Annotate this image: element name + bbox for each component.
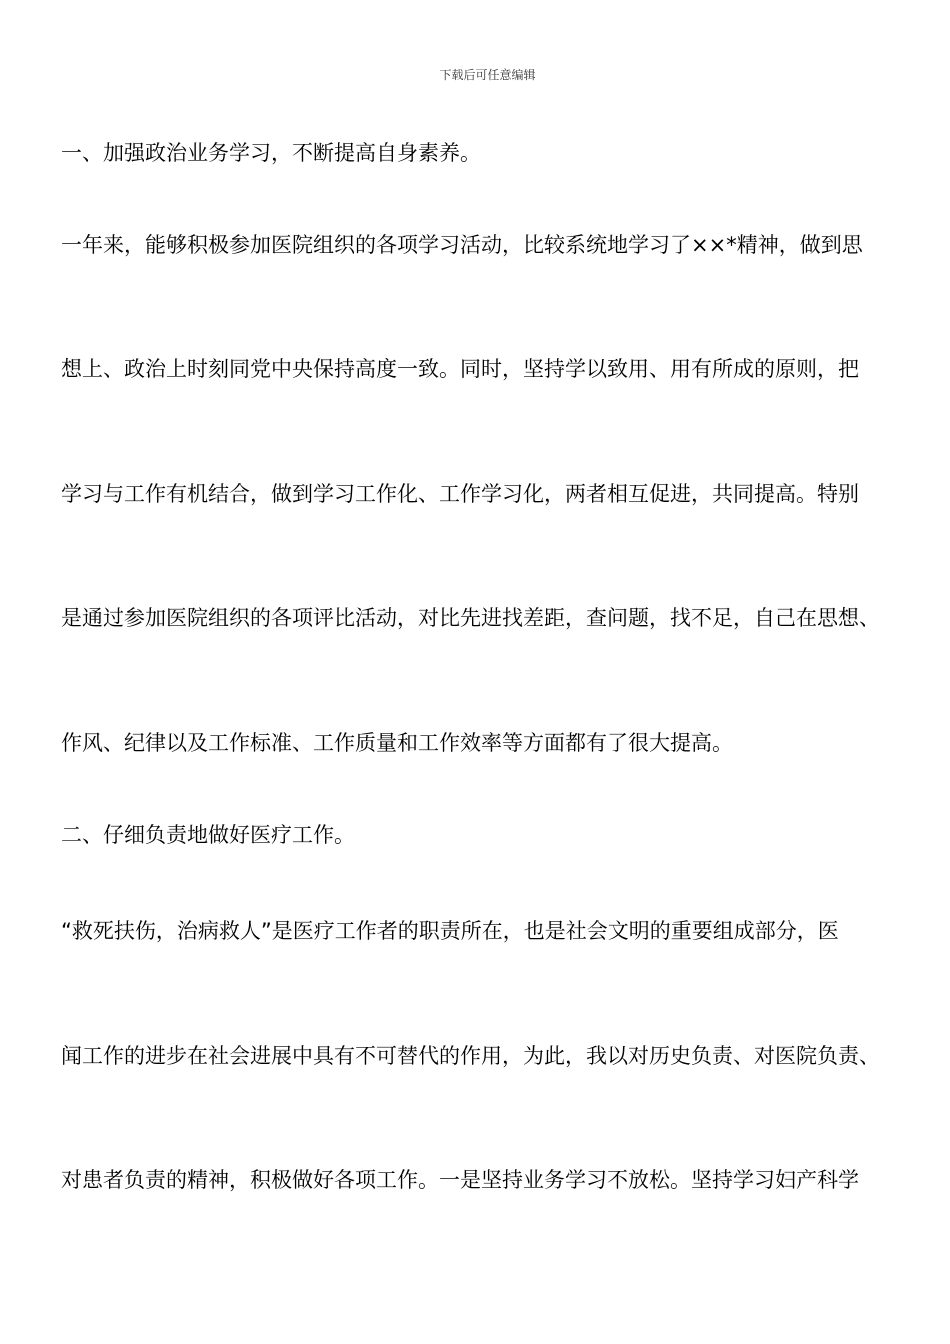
paragraph-line: 是通过参加医院组织的各项评比活动，对比先进找差距，查问题，找不足，自己在思想、 xyxy=(61,606,880,630)
paragraph-line: 对患者负责的精神，积极做好各项工作。一是坚持业务学习不放松。坚持学习妇产科学 xyxy=(61,1168,859,1192)
paragraph-line: 闻工作的进步在社会进展中具有不可替代的作用，为此，我以对历史负责、对医院负责、 xyxy=(61,1044,880,1068)
header-note: 下载后可任意编辑 xyxy=(439,68,536,82)
section-heading-2: 二、仔细负责地做好医疗工作。 xyxy=(61,823,355,847)
paragraph-line: 一年来，能够积极参加医院组织的各项学习活动，比较系统地学习了××*精神，做到思 xyxy=(61,233,863,257)
paragraph-line: 想上、政治上时刻同党中央保持高度一致。同时，坚持学以致用、用有所成的原则，把 xyxy=(61,357,859,381)
section-heading-1: 一、加强政治业务学习，不断提高自身素养。 xyxy=(61,141,481,165)
paragraph-line: “救死扶伤，治病救人”是医疗工作者的职责所在，也是社会文明的重要组成部分，医 xyxy=(61,919,839,943)
paragraph-line: 作风、纪律以及工作标准、工作质量和工作效率等方面都有了很大提高。 xyxy=(61,731,733,755)
paragraph-line: 学习与工作有机结合，做到学习工作化、工作学习化，两者相互促进，共同提高。特别 xyxy=(61,482,859,506)
